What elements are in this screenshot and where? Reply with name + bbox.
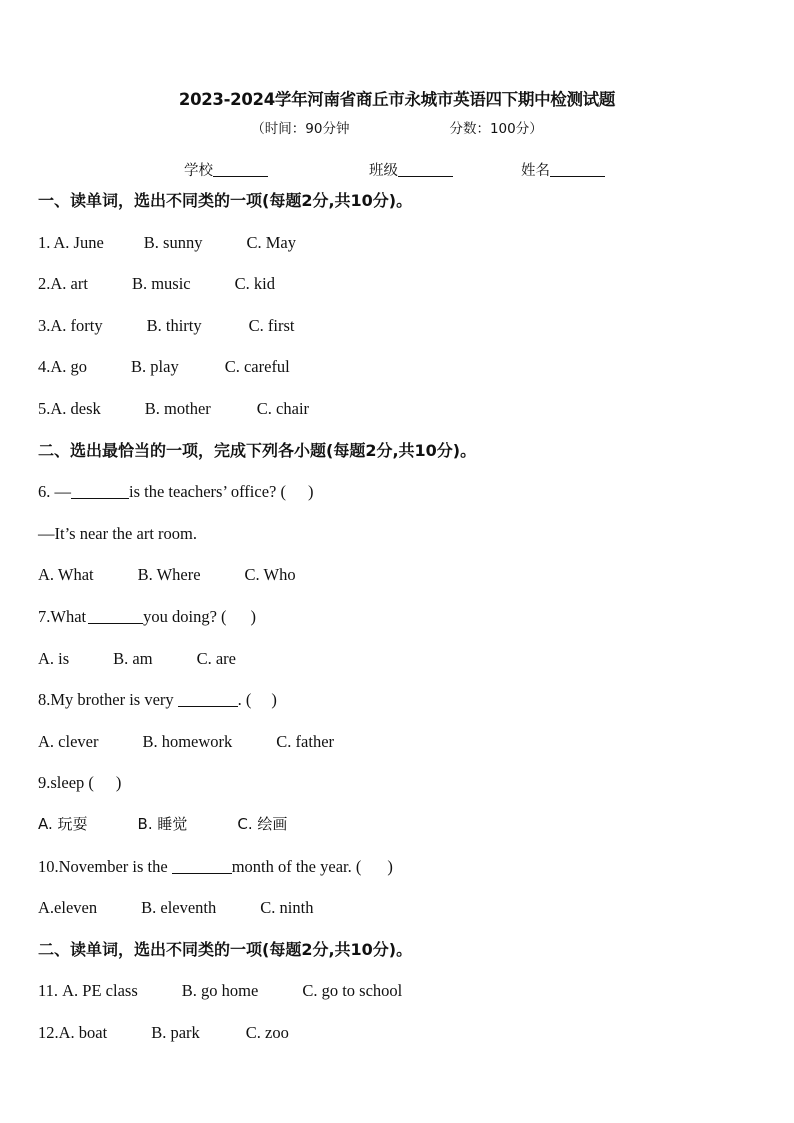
paren-close: ) (271, 690, 277, 710)
question-2 (38, 269, 758, 311)
option-b[interactable]: B. mother (144, 398, 211, 418)
option-c[interactable]: C. 绘画 (237, 814, 288, 833)
option-b[interactable]: B. park (151, 1022, 200, 1042)
option-a[interactable]: A. is (38, 648, 70, 668)
option-a[interactable]: A. go (50, 357, 88, 377)
question-6 (38, 477, 758, 519)
option-c[interactable]: C. father (276, 731, 335, 751)
option-a[interactable]: A. June (53, 232, 104, 252)
question-number: 12. (38, 1022, 59, 1042)
option-b[interactable]: B. Where (137, 565, 201, 585)
name-label: 姓名 (521, 163, 550, 179)
exam-info (0, 117, 794, 137)
question-7 (38, 602, 758, 644)
question-text: 10.November is the (38, 856, 168, 876)
class-blank[interactable] (398, 160, 453, 177)
school-field[interactable] (184, 159, 268, 180)
question-12 (38, 1018, 758, 1060)
question-5 (38, 394, 758, 436)
question-number: 3. (38, 315, 51, 335)
option-b[interactable]: B. music (131, 274, 191, 294)
option-b[interactable]: B. eleventh (141, 898, 217, 918)
question-text: 6. — (38, 482, 71, 502)
question-6-options (38, 560, 758, 602)
paren-close: ) (307, 482, 314, 502)
section2-heading: 二、选出最恰当的一项，完成下列各小题(每题2分,共10分)。 (38, 440, 477, 460)
option-a[interactable]: A. art (50, 274, 88, 294)
question-10-options (38, 893, 758, 935)
option-a[interactable]: A. forty (50, 315, 103, 335)
option-c[interactable]: C. ninth (260, 898, 314, 918)
option-a[interactable]: A.eleven (38, 898, 98, 918)
question-text: 7.What (38, 606, 87, 626)
question-number: 4. (38, 357, 51, 377)
option-c[interactable]: C. zoo (245, 1022, 289, 1042)
question-10 (38, 852, 758, 894)
question-text: 9.sleep ( (38, 773, 94, 793)
option-b[interactable]: B. 睡觉 (137, 814, 188, 833)
question-number: 5. (38, 398, 51, 418)
section3-heading: 二、读单词，选出不同类的一项(每题2分,共10分)。 (38, 939, 413, 959)
question-11 (38, 976, 758, 1018)
option-b[interactable]: B. thirty (146, 315, 202, 335)
option-c[interactable]: C. chair (256, 398, 310, 418)
option-c[interactable]: C. first (248, 315, 295, 335)
question-8-options (38, 727, 758, 769)
question-text: month of the year. ( (231, 856, 362, 876)
name-field[interactable] (521, 159, 605, 180)
option-a[interactable]: A. 玩耍 (38, 814, 88, 833)
answer-blank[interactable] (172, 857, 232, 874)
option-a[interactable]: A. clever (38, 731, 99, 751)
option-c[interactable]: C. Who (244, 565, 296, 585)
option-c[interactable]: C. careful (224, 357, 290, 377)
option-b[interactable]: B. am (113, 648, 153, 668)
section1-heading: 一、读单词，选出不同类的一项(每题2分,共10分)。 (38, 191, 413, 210)
class-label: 班级 (369, 163, 398, 179)
option-c[interactable]: C. May (246, 232, 296, 252)
question-9-options (38, 810, 758, 852)
question-text: is the teachers’ office? ( (129, 482, 286, 502)
option-a[interactable]: A. What (38, 565, 94, 585)
question-9 (38, 768, 758, 810)
question-number: 2. (38, 274, 51, 294)
answer-blank[interactable] (178, 690, 238, 707)
paren-close: ) (250, 606, 257, 626)
question-6-response: —It’s near the art room. (38, 523, 197, 543)
question-4 (38, 352, 758, 394)
name-blank[interactable] (550, 160, 605, 177)
question-3 (38, 311, 758, 353)
exam-content (38, 186, 758, 1059)
paren-close: ) (115, 773, 122, 793)
time-limit: （时间：90分钟 (251, 121, 350, 137)
option-a[interactable]: A. boat (58, 1022, 108, 1042)
question-1 (38, 228, 758, 270)
answer-blank[interactable] (71, 482, 129, 499)
school-label: 学校 (184, 163, 213, 179)
question-text: 8.My brother is very (38, 690, 174, 710)
option-b[interactable]: B. play (131, 357, 179, 377)
option-a[interactable]: A. desk (50, 398, 101, 418)
question-number: 11. (38, 981, 63, 1001)
answer-blank[interactable] (88, 607, 143, 624)
question-8 (38, 685, 758, 727)
school-blank[interactable] (213, 160, 268, 177)
total-score: 分数：100分） (449, 121, 543, 137)
option-b[interactable]: B. go home (181, 981, 259, 1001)
option-b[interactable]: B. sunny (143, 232, 203, 252)
paren-close: ) (387, 856, 393, 876)
option-a[interactable]: A. PE class (62, 981, 138, 1001)
option-b[interactable]: B. homework (142, 731, 233, 751)
question-number: 1. (38, 232, 51, 252)
option-c[interactable]: C. are (196, 648, 236, 668)
question-text: you doing? ( (143, 606, 227, 626)
option-c[interactable]: C. kid (234, 274, 275, 294)
class-field[interactable] (369, 159, 453, 180)
option-c[interactable]: C. go to school (302, 981, 403, 1001)
question-text: . ( (237, 690, 252, 710)
exam-title: 2023-2024学年河南省商丘市永城市英语四下期中检测试题 (178, 90, 616, 109)
question-7-options (38, 644, 758, 686)
